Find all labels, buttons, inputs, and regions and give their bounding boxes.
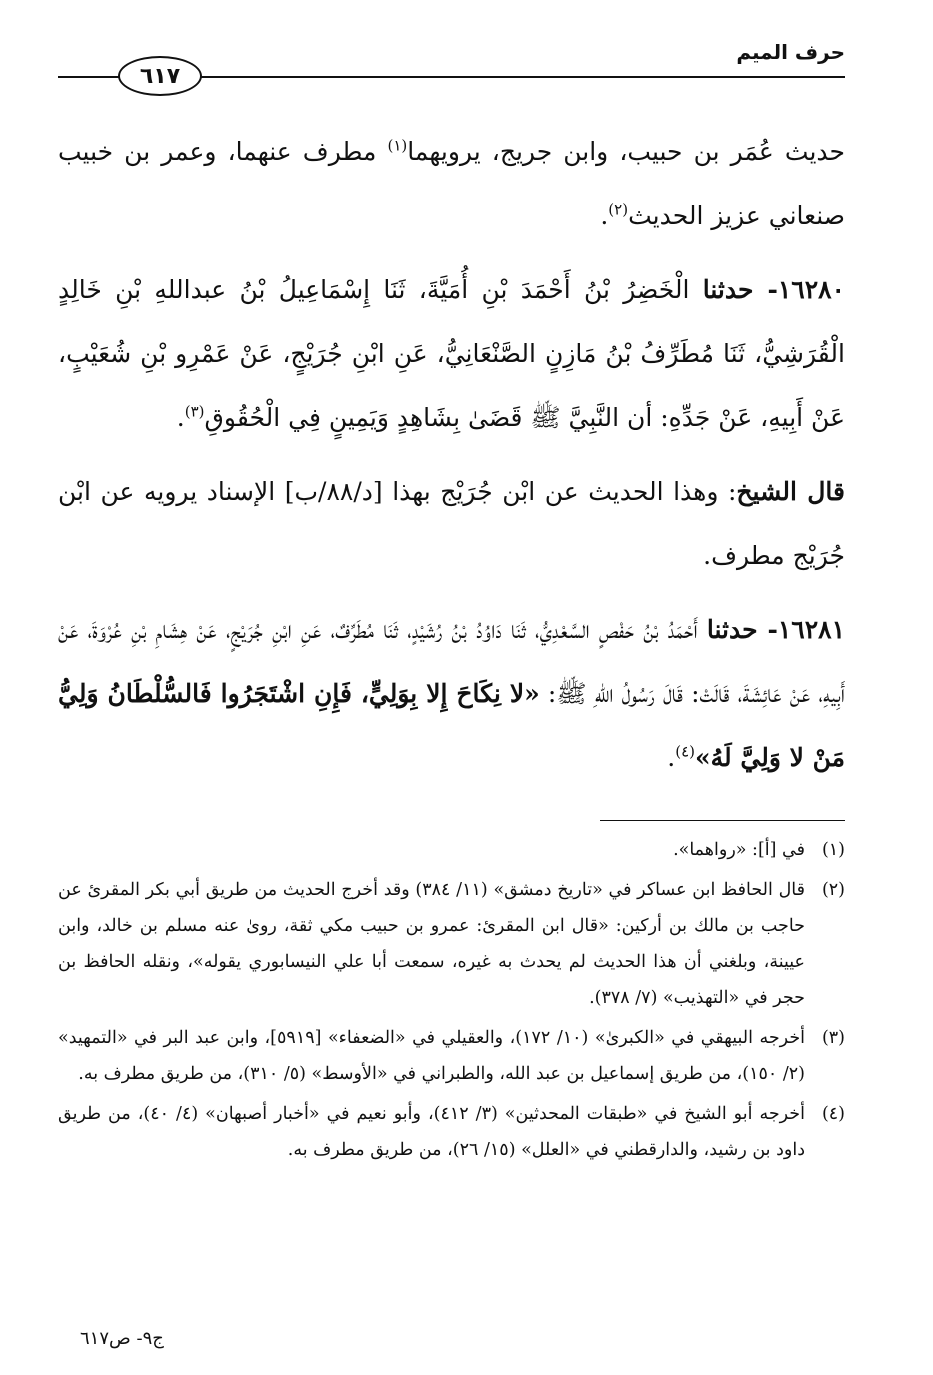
prophetic-saying: «لا نِكَاحَ إِلا بِوَلِيٍّ، فَإِنِ اشْتَجَرُوا فَالسُّلْطَانُ وَلِيُّ مَنْ لا وَلِيَّ لَهُ» [58, 679, 845, 772]
hadith-number: ١٦٢٨٠- [753, 275, 845, 304]
intro-text-end: . [600, 201, 609, 230]
volume-page-reference: ج٩- ص٦١٧ [80, 1328, 164, 1349]
hadith-keyword: حدثنا [706, 615, 758, 644]
footnote-ref-2: (٢) [608, 200, 629, 219]
running-title: حرف الميم [736, 40, 845, 64]
footnote-ref-4: (٤) [675, 742, 696, 761]
paragraph-intro [58, 120, 845, 248]
footnote-text: قال الحافظ ابن عساكر في «تاريخ دمشق» (١١/ ٣٨٤) وقد أخرج الحديث من طريق أبي بكر المقرئ عن حاجب بن مالك بن أركين: «قال ابن المقرئ: عمرو بن حبيب مكي ثقة، روىٰ عنه مسلم بن خالد، وابن عيينة، وبلغني أن هذا الحديث لم يحدث به غيره، سمعت أبا علي النيسابوري يقوله»، ونقله الحافظ بن حجر في «التهذيب» (٧/ ٣٧٨). [58, 880, 805, 1008]
main-text [58, 120, 845, 800]
hadith-end: . [667, 743, 676, 772]
hadith-16281 [58, 598, 845, 790]
hadith-text: الْخَضِرُ بْنُ أَحْمَدَ بْنِ أُمَيَّةَ، ثَنَا إِسْمَاعِيلُ بْنُ عبداللهِ بْنِ خَالِدٍ الْقُرَشِيُّ، ثَنَا مُطَرِّفُ بْنُ مَازِنٍ الصَّنْعَانِيُّ، عَنِ ابْنِ جُرَيْجٍ، عَنْ عَمْرِو بْنِ شُعَيْبٍ، عَنْ أَبِيهِ، عَنْ جَدِّهِ: أن النَّبِيَّ ﷺ قَضَىٰ بِشَاهِدٍ وَيَمِينٍ فِي الْحُقُوقِ [58, 275, 845, 432]
hadith-text: أَحْمَدُ بْنُ حَفْصٍ السَّعْدِيُّ، ثَنَا دَاوُدُ بْنُ رُشَيْدٍ، ثَنَا مُطَرِّفٌ، عَنِ ابْنِ جُرَيْجٍ، عَنْ هِشَامِ بْنِ عُرْوَةَ، عَنْ أَبِيهِ، عَنْ عَائِشَةَ، قَالَتْ: قَالَ رَسُولُ اللهِ ﷺ: [58, 615, 845, 708]
intro-text-b: مطرف عنهما، وعمر بن خبيب صنعاني عزيز الحديث [58, 137, 845, 230]
footnote-rule [600, 820, 845, 821]
footnote-number: (٣) [821, 1028, 845, 1048]
hadith-number: ١٦٢٨١- [757, 615, 845, 644]
footnote-number: (٢) [821, 880, 845, 900]
footnote-item [58, 872, 845, 1016]
sheikh-keyword: قال الشيخ [736, 477, 846, 506]
footnote-ref-3: (٣) [184, 402, 205, 421]
footnote-item [58, 1020, 845, 1092]
hadith-end: . [176, 403, 185, 432]
footnote-text: أخرجه أبو الشيخ في «طبقات المحدثين» (٣/ ٤١٢)، وأبو نعيم في «أخبار أصبهان» (٤/ ٤٠)، من طريق داود بن رشيد، والدارقطني في «العلل» (١٥/ ٢٦)، من طريق مطرف به. [58, 1104, 805, 1160]
footnote-text: في [أ]: «رواهما». [673, 840, 805, 860]
footnote-text: أخرجه البيهقي في «الكبرىٰ» (١٠/ ١٧٢)، والعقيلي في «الضعفاء» [٥٩١٩]، وابن عبد البر في «التمهيد» (٢/ ١٥٠)، من طريق إسماعيل بن عبد الله، والطبراني في «الأوسط» (٥/ ٣١٠)، من طريق مطرف به. [58, 1028, 806, 1084]
hadith-keyword: حدثنا [702, 275, 754, 304]
page-number: ٦١٧ [118, 56, 202, 96]
sheikh-note [58, 460, 845, 588]
footnote-item [58, 1096, 845, 1168]
footnote-item [58, 832, 845, 868]
sheikh-text: : وهذا الحديث عن ابْن جُرَيْج بهذا [د/٨٨/ب] الإسناد يرويه عن ابْن جُرَيْج مطرف. [58, 477, 845, 570]
footnote-number: (١) [821, 840, 845, 860]
intro-text-a: حديث عُمَر بن حبيب، وابن جريج، يرويهما [407, 137, 845, 166]
hadith-16280 [58, 258, 845, 450]
footnote-ref-1: (١) [387, 136, 408, 155]
footnote-number: (٤) [821, 1104, 845, 1124]
footnotes [58, 832, 845, 1172]
